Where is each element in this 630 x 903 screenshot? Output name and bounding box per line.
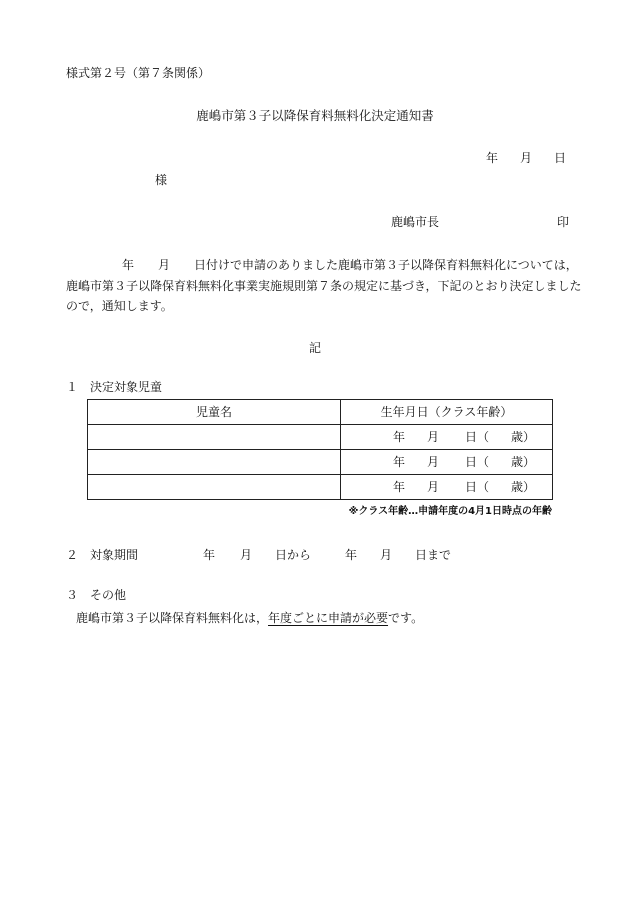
section-3-text xyxy=(76,612,423,624)
period-to-month: 月 xyxy=(380,548,393,562)
birth-month: 月 xyxy=(427,430,440,444)
birthdate-cell xyxy=(341,425,553,450)
birthdate-cell xyxy=(341,450,553,475)
section-3-text-before: 鹿嶋市第３子以降保育料無料化は， xyxy=(76,611,269,625)
ki-heading: 記 xyxy=(308,341,321,355)
class-age: 歳） xyxy=(511,430,536,444)
seal-mark: 印 xyxy=(557,215,570,229)
document-title: 鹿嶋市第３子以降保育料無料化決定通知書 xyxy=(196,108,434,123)
class-age: 歳） xyxy=(511,455,536,469)
period-from-day: 日から xyxy=(275,548,312,562)
birthdate-cell xyxy=(341,475,553,500)
table-row xyxy=(88,475,553,500)
period-to-day: 日まで xyxy=(415,548,452,562)
birth-year: 年 xyxy=(393,430,406,444)
birth-day: 日（ xyxy=(465,480,490,494)
notice-body xyxy=(66,255,586,317)
table-row xyxy=(88,450,553,475)
addressee-suffix: 様 xyxy=(155,173,168,187)
date-day: 日 xyxy=(554,151,567,165)
birth-year: 年 xyxy=(393,455,406,469)
class-age-note: ※クラス年齢…申請年度の4月1日時点の年齢 xyxy=(348,506,552,517)
body-line-2: 鹿嶋市第３子以降保育料無料化事業実施規則第７条の規定に基づき，下記のとおり決定しました xyxy=(66,278,582,293)
section-1-heading: １ 決定対象児童 xyxy=(66,380,163,394)
section-3-text-after: です。 xyxy=(388,611,424,625)
child-name-cell xyxy=(88,425,341,450)
table-row xyxy=(88,425,553,450)
column-birthdate: 生年月日（クラス年齢） xyxy=(341,400,553,425)
period-from-month: 月 xyxy=(240,548,253,562)
birth-month: 月 xyxy=(427,480,440,494)
column-child-name: 児童名 xyxy=(88,400,341,425)
section-3-heading: ３ その他 xyxy=(66,588,127,602)
issuer-name: 鹿嶋市長 xyxy=(391,215,440,229)
section-2-heading: ２ 対象期間 xyxy=(66,548,139,562)
body-line-3: ので，通知します。 xyxy=(66,299,173,313)
period-to-year: 年 xyxy=(345,548,358,562)
target-children-table xyxy=(87,399,553,500)
date-year: 年 xyxy=(486,151,499,165)
date-month: 月 xyxy=(520,151,533,165)
class-age: 歳） xyxy=(511,480,536,494)
birth-day: 日（ xyxy=(465,430,490,444)
table-header-row xyxy=(88,400,553,425)
section-3-text-underlined: 年度ごとに申請が必要 xyxy=(268,611,389,625)
child-name-cell xyxy=(88,450,341,475)
form-number: 様式第２号（第７条関係） xyxy=(66,66,211,80)
birth-month: 月 xyxy=(427,455,440,469)
birth-day: 日（ xyxy=(465,455,490,469)
birth-year: 年 xyxy=(393,480,406,494)
body-line-1: 年 月 日付けで申請のありました鹿嶋市第３子以降保育料無料化については， xyxy=(122,258,578,272)
issue-date xyxy=(486,152,566,164)
period-from-year: 年 xyxy=(203,548,216,562)
child-name-cell xyxy=(88,475,341,500)
